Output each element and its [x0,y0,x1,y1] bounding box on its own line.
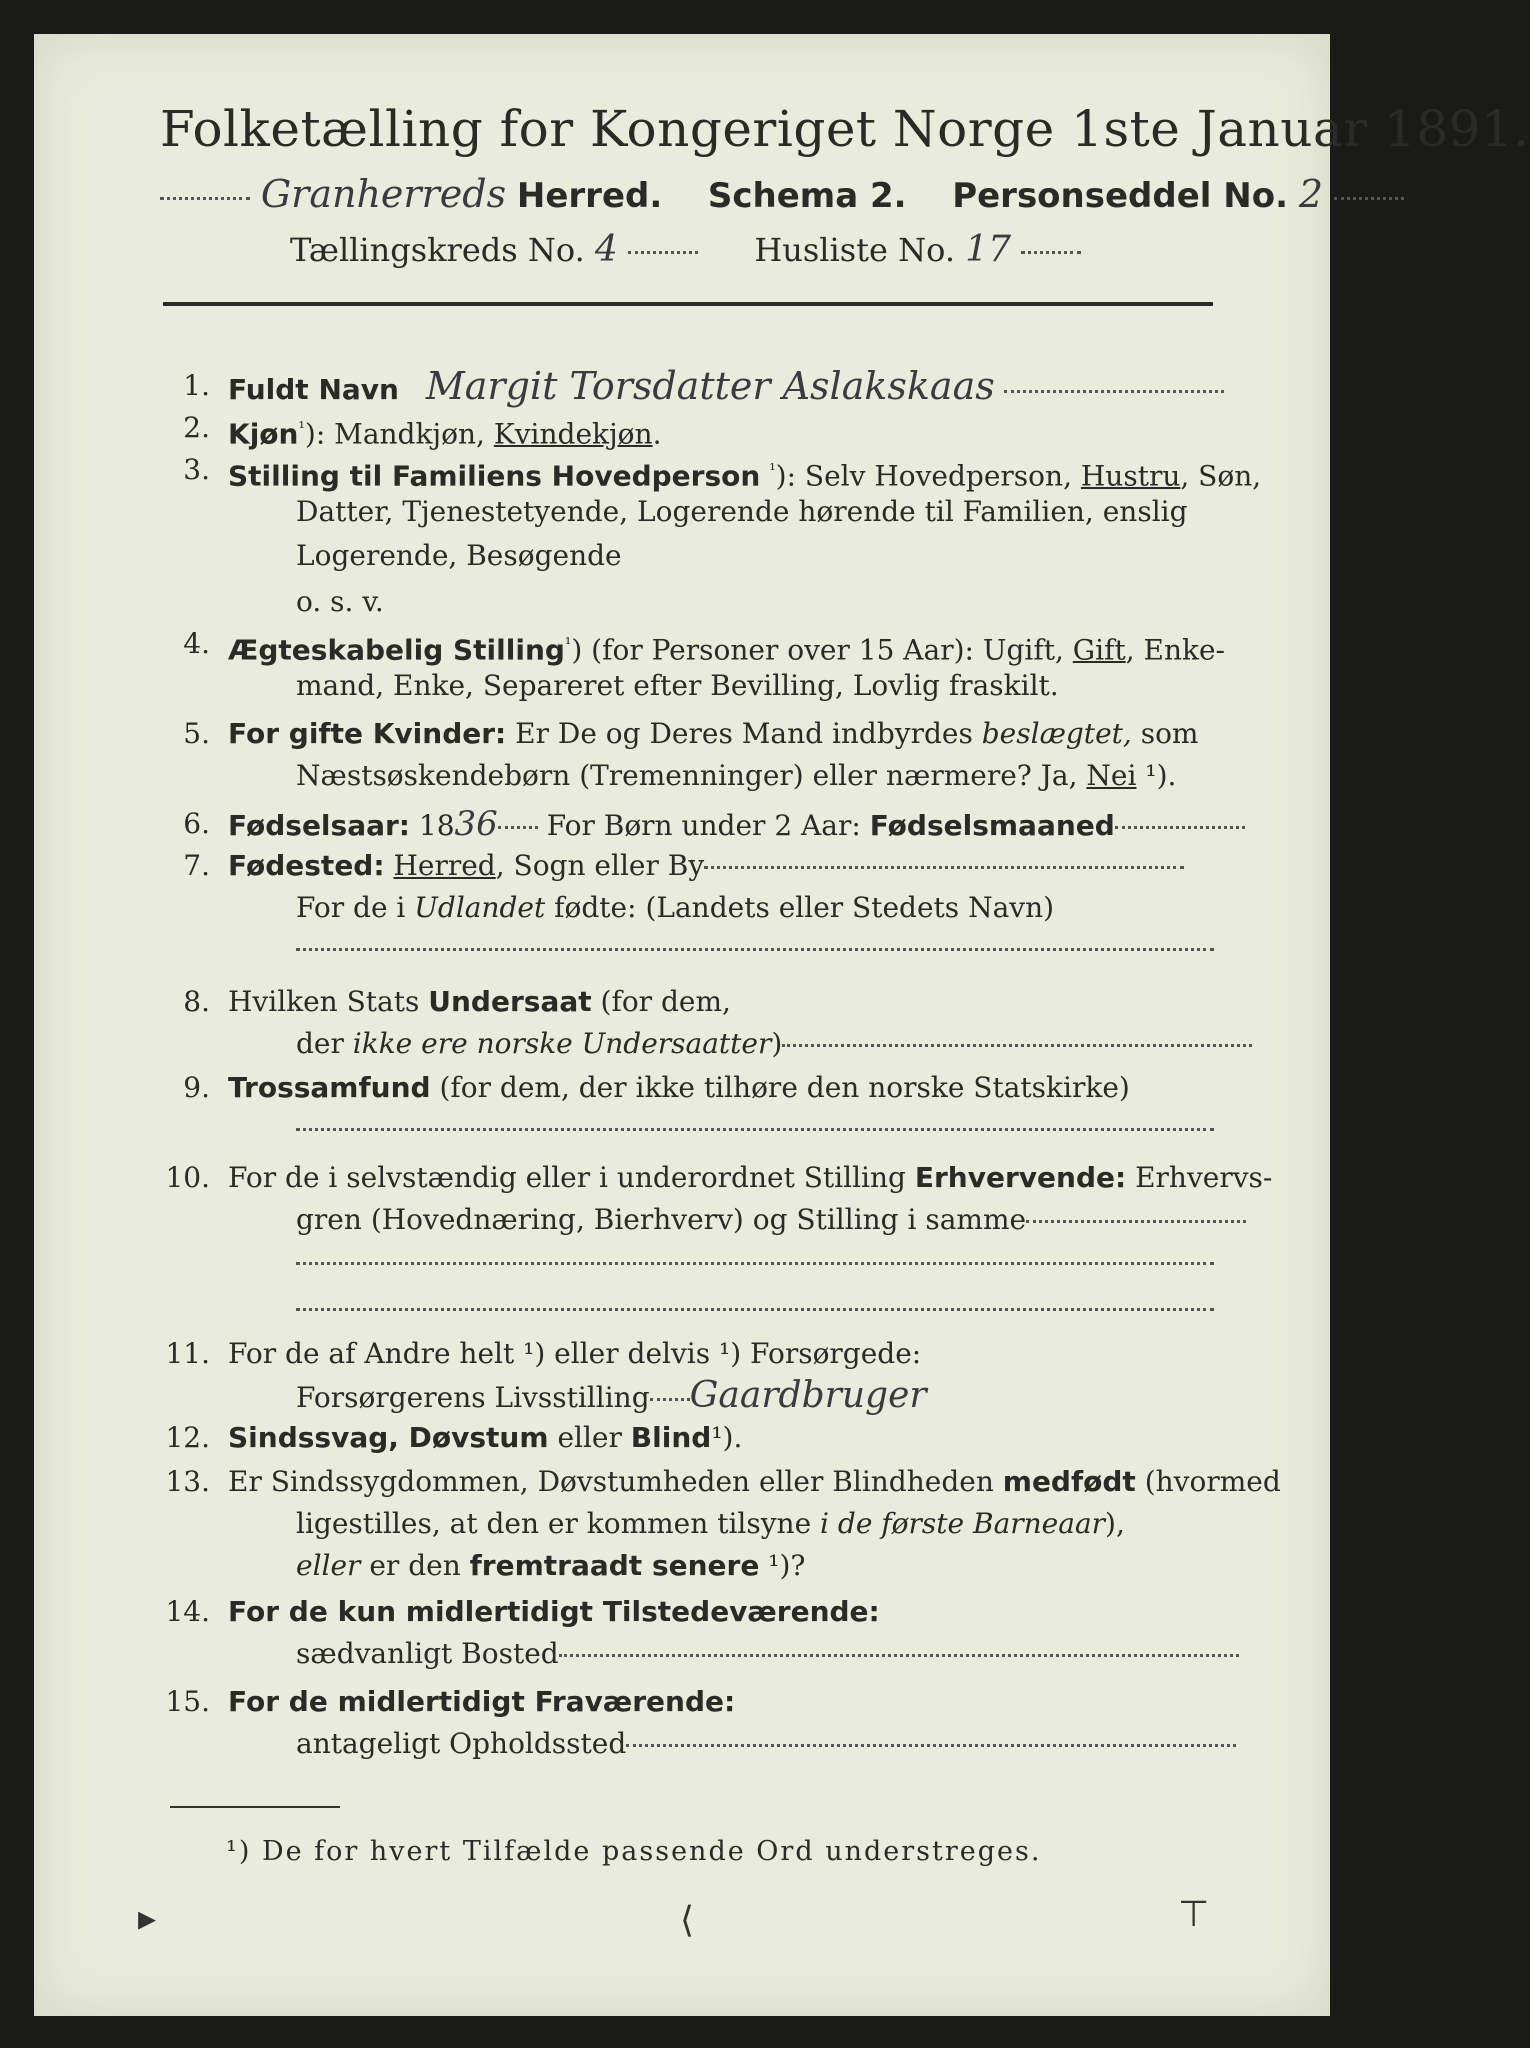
congenital-italic: i de første Barneaar [820,1507,1106,1540]
item-birth-year [228,806,1245,844]
personseddel-value: 2 [1298,172,1324,216]
married-women-question: Næstsøskendebørn (Tremenninger) eller nærmere? Ja, [296,759,1087,792]
occupation-label: Erhvervende: [914,1161,1127,1194]
item-number: 5. [183,717,210,750]
citizenship-italic: ikke ere norske Undersaatter [352,1027,772,1060]
occupation-text-2: Erhvervs- [1126,1161,1273,1194]
temporary-present-label: For de kun midlertidigt Tilstedeværende: [228,1595,880,1628]
item-number: 11. [165,1337,210,1370]
citizenship-text-3: der [296,1027,353,1060]
sex-answer: Kvindekjøn [493,417,653,451]
item-number: 3. [183,453,210,486]
married-women-line-2 [296,758,1176,794]
married-women-text-2: som [1131,717,1199,750]
item-temporary-absent [228,1684,735,1720]
congenital-or: eller [296,1549,361,1582]
crop-mark-center: ⟨ [680,1900,695,1941]
kreds-label: Tællingskreds No. [290,231,585,269]
item-number: 2. [183,411,210,444]
related-word: beslægtet, [981,717,1132,750]
item-temporary-present [228,1594,880,1630]
item-number: 10. [165,1161,210,1194]
birth-year-label: Fødselsaar: [228,809,410,842]
family-position-text-2: , Søn, [1180,459,1262,493]
religion-answer-line [296,1110,1214,1146]
congenital-text-2: (hvormed [1135,1465,1281,1498]
form-title: Folketælling for Kongeriget Norge 1ste Januar 1891. [160,100,1530,158]
item-disability [228,1420,742,1456]
citizenship-text-2: (for dem, [591,985,731,1018]
abroad-word: Udlandet [414,891,546,924]
birthplace-label: Fødested: [228,849,385,882]
occupation-question: gren (Hovednæring, Bierhverv) og Stilling i samme [296,1203,1027,1236]
item-occupation [228,1160,1272,1196]
disability-label: Sindssvag, Døvstum [228,1421,549,1454]
usual-residence-label: sædvanligt Bosted [296,1637,559,1670]
congenital-text-4: er den [360,1549,470,1582]
sex-options: ): Mandkjøn, [304,417,494,451]
abroad-text-2: fødte: (Landets eller Stedets Navn) [545,891,1055,924]
kreds-value: 4 [594,229,618,270]
item-number: 8. [183,985,210,1018]
item-citizenship [228,984,731,1020]
citizenship-end: ) [771,1027,783,1060]
family-position-text: ): Selv Hovedperson, [775,459,1081,493]
header-rule [163,302,1213,306]
family-position-answer: Hustru [1080,459,1181,493]
congenital-end: ), [1105,1507,1125,1540]
item-marital: Ægteskabelig Stilling$^{^1}$) (for Personer over 15 Aar): Ugift, Gift, Enke- [228,633,1225,667]
family-position-line-2: Datter, Tjenestetyende, Logerende hørende til Familien, enslig [296,495,1188,528]
item-birthplace [228,848,1184,884]
temporary-absent-label: For de midlertidigt Fraværende: [228,1685,736,1718]
item-family-position: Stilling til Familiens Hovedperson $^{^1}$): Selv Hovedperson, Hustru, Søn, [228,459,1262,493]
footnote-rule [170,1806,340,1808]
citizenship-text: Hvilken Stats [228,985,429,1018]
husliste-label: Husliste No. [754,231,955,269]
crop-mark-right: ⊤ [1178,1894,1210,1935]
family-position-line-4: o. s. v. [296,585,384,618]
marital-answer: Gift [1072,633,1126,667]
married-women-label: For gifte Kvinder: [228,717,507,750]
birthplace-line-2 [296,890,1054,926]
occupation-answer-line-1 [296,1244,1214,1280]
temporary-present-line-2 [296,1636,1239,1672]
congenital-text-3: ligestilles, at den er kommen tilsyne [296,1507,821,1540]
married-women-end: ¹). [1136,759,1177,792]
occupation-answer-line-2 [296,1290,1214,1326]
footnote-ref: ¹ [298,418,305,437]
marital-label: Ægteskabelig Stilling [228,633,565,667]
item-congenital [228,1464,1281,1500]
temporary-absent-line-2 [296,1726,1236,1762]
item-number: 6. [183,807,210,840]
blind-label: Blind [630,1421,712,1454]
provider-value: Gaardbruger [689,1375,927,1416]
congenital-line-3 [296,1548,805,1584]
later-label: fremtraadt senere [469,1549,760,1582]
item-number: 13. [165,1465,210,1498]
item-religion [228,1070,1130,1106]
supported-line-2 [296,1375,927,1416]
religion-text: (for dem, der ikke tilhøre den norske Statskirke) [430,1071,1130,1104]
marital-text: ) (for Personer over 15 Aar): Ugift, [571,633,1073,667]
item-number: 4. [183,627,210,660]
herred-label: Herred. [516,176,663,216]
birth-year-prefix: 18 [410,809,455,842]
probable-residence-label: antageligt Opholdssted [296,1727,627,1760]
congenital-end-2: ¹)? [759,1549,806,1582]
item-number: 7. [183,849,210,882]
name-label: Fuldt Navn [228,373,399,406]
item-number: 9. [183,1071,210,1104]
religion-label: Trossamfund [228,1071,431,1104]
congenital-label: medfødt [1002,1465,1136,1498]
birthplace-options: , Sogn eller By [495,849,705,882]
disability-end: ¹). [711,1421,743,1454]
personseddel-label: Personseddel No. [952,176,1289,216]
married-women-answer: Nei [1086,759,1137,792]
item-married-women [228,716,1198,752]
footnote: ¹) De for hvert Tilfælde passende Ord understreges. [226,1836,1042,1867]
family-position-label: Stilling til Familiens Hovedperson [228,459,761,493]
occupation-line-2 [296,1202,1246,1238]
husliste-value: 17 [965,229,1011,270]
abroad-text: For de i [296,891,415,924]
crop-mark-left: ▸ [138,1898,157,1939]
herred-value: Granherreds [260,172,507,216]
item-sex [228,410,661,452]
disability-or: eller [548,1421,631,1454]
congenital-text: Er Sindssygdommen, Døvstumheden eller Blindheden [228,1465,1003,1498]
header-line-1 [160,172,1404,218]
sex-label: Kjøn [228,417,299,451]
family-position-line-3: Logerende, Besøgende [296,539,622,572]
birthplace-answer-line [296,930,1214,966]
marital-line-2: mand, Enke, Separeret efter Bevilling, Lovlig fraskilt. [296,669,1059,702]
item-number: 15. [165,1685,210,1718]
occupation-text: For de i selvstændig eller i underordnet Stilling [228,1161,915,1194]
item-name [228,364,1224,408]
birthplace-answer: Herred [393,849,496,882]
name-value: Margit Torsdatter Aslakskaas [425,364,995,408]
birth-month-label: Fødselsmaaned [869,809,1115,842]
citizenship-line-2 [296,1026,1252,1062]
birth-year-value: 36 [454,804,498,844]
birth-month-text: For Børn under 2 Aar: [537,809,870,842]
header-line-2 [290,228,1081,272]
sex-end: . [652,417,662,451]
provider-label: Forsørgerens Livsstilling [296,1381,650,1414]
marital-text-2: , Enke- [1125,633,1225,667]
married-women-text: Er De og Deres Mand indbyrdes [506,717,982,750]
schema-label: Schema 2. [707,176,907,216]
congenital-line-2 [296,1506,1125,1542]
citizenship-label: Undersaat [428,985,592,1018]
item-number: 1. [183,369,210,402]
item-supported: For de af Andre helt ¹) eller delvis ¹) Forsørgede: [228,1337,922,1370]
item-number: 12. [165,1421,210,1454]
item-number: 14. [165,1595,210,1628]
